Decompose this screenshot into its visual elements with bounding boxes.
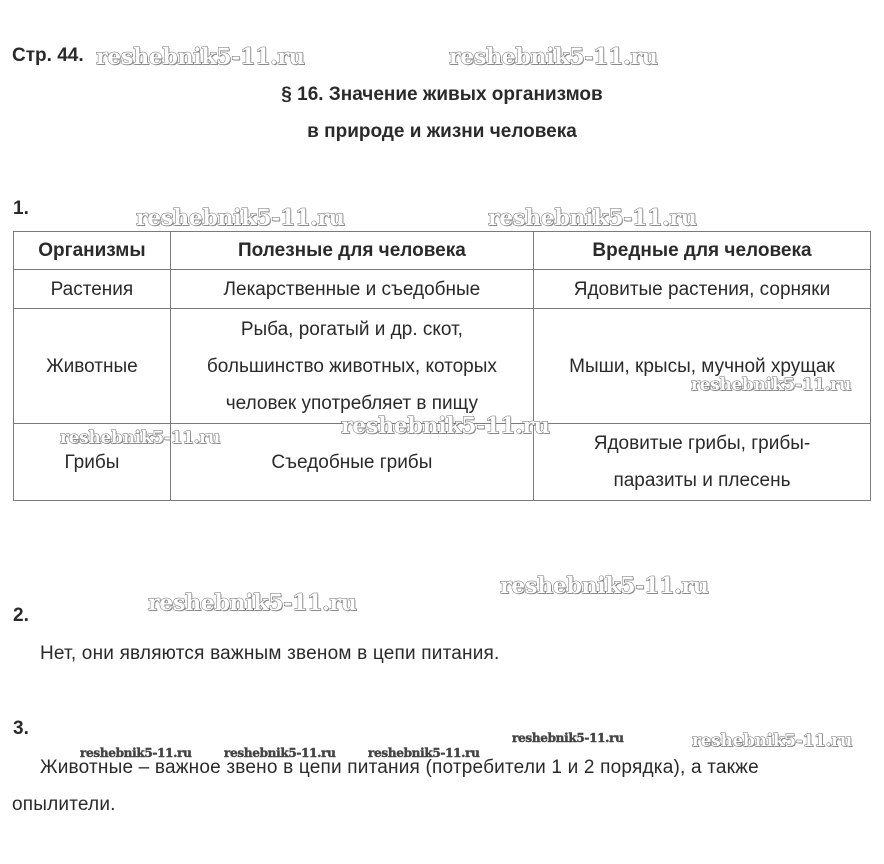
section-title-line1: § 16. Значение живых организмов [281, 84, 603, 105]
table-header-cell: Вредные для человека [533, 232, 870, 270]
watermark: reshebnik5-11.ru [500, 573, 709, 599]
watermark: reshebnik5-11.ru [512, 731, 624, 745]
table-cell-organism: Грибы [14, 424, 171, 501]
page-reference: Стр. 44. [12, 45, 84, 66]
cell-line: большинство животных, которых [206, 355, 497, 377]
task2-answer: Нет, они являются важным звеном в цепи питания. [40, 643, 500, 664]
watermark: reshebnik5-11.ru [60, 428, 220, 448]
watermark: reshebnik5-11.ru [691, 375, 851, 395]
table-header-cell: Полезные для человека [170, 232, 533, 270]
task3-answer-line1: Животные – важное звено в цепи питания (потребители 1 и 2 порядка), а также [40, 757, 759, 778]
table-cell-organism: Растения [14, 270, 171, 309]
task1-number: 1. [13, 198, 29, 219]
task3-number: 3. [13, 718, 29, 739]
watermark: reshebnik5-11.ru [449, 44, 658, 70]
watermark: reshebnik5-11.ru [136, 205, 345, 231]
table-cell-organism: Животные [14, 309, 171, 424]
table-cell-useful: Съедобные грибы [170, 424, 533, 501]
organisms-table [13, 231, 871, 501]
cell-line: Ядовитые грибы, грибы- [593, 433, 811, 454]
table-cell-harmful: Ядовитые растения, сорняки [533, 270, 870, 309]
cell-line: человек употребляет в пищу [225, 392, 479, 414]
cell-line: паразиты и плесень [613, 470, 791, 491]
task3-answer-line2: опылители. [12, 794, 116, 815]
table-row [14, 270, 871, 309]
watermark: reshebnik5-11.ru [692, 731, 852, 751]
table-cell-useful: Лекарственные и съедобные [170, 270, 533, 309]
watermark: reshebnik5-11.ru [341, 413, 550, 439]
table-cell-harmful: Мыши, крысы, мучной хрущак [533, 309, 870, 424]
table-header-cell: Организмы [14, 232, 171, 270]
watermark: reshebnik5-11.ru [96, 44, 305, 70]
table-row [14, 309, 871, 424]
cell-line: Рыба, рогатый и др. скот, [240, 318, 463, 340]
table-cell-useful [170, 309, 533, 424]
watermark: reshebnik5-11.ru [148, 590, 357, 616]
table-cell-harmful [533, 424, 870, 501]
watermark: reshebnik5-11.ru [80, 746, 192, 760]
watermark: reshebnik5-11.ru [488, 205, 697, 231]
table-header-row [14, 232, 871, 270]
watermark: reshebnik5-11.ru [224, 746, 336, 760]
section-title-line2: в природе и жизни человека [307, 121, 577, 142]
watermark: reshebnik5-11.ru [368, 746, 480, 760]
task2-number: 2. [13, 605, 29, 626]
